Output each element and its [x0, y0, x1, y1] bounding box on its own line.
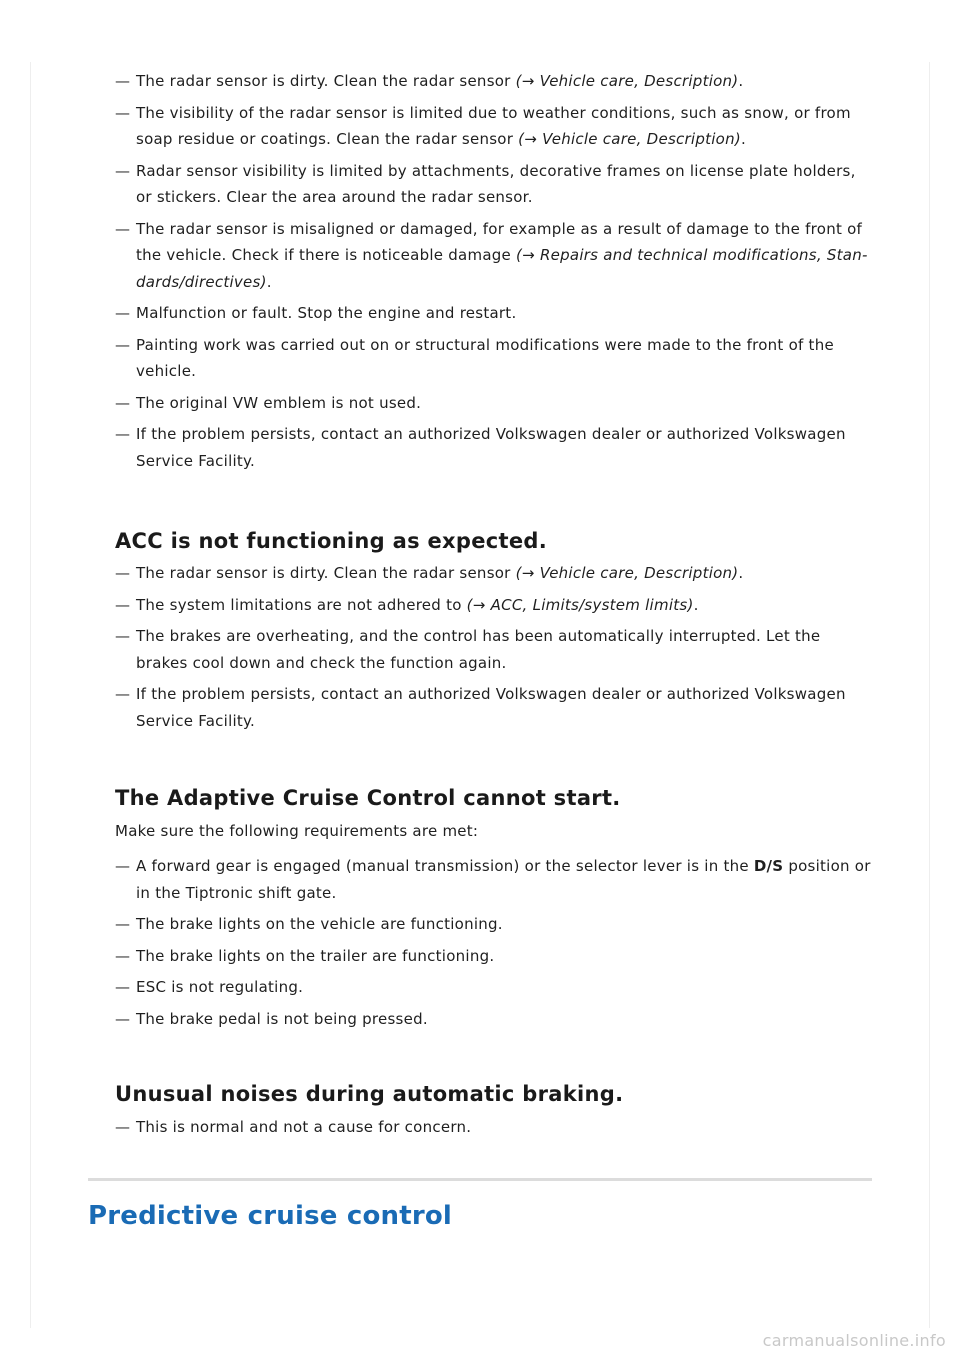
list-item: — This is normal and not a cause for concern.: [115, 1114, 875, 1141]
requirements-list: [115, 853, 875, 1032]
list-item: — ESC is not regulating.: [115, 974, 875, 1001]
acc-causes-section: [115, 560, 875, 739]
watermark: carmanualsonline.info: [762, 1331, 946, 1350]
list-item: — The system limitations are not adhered to (→ ACC, Limits/system limits).: [115, 592, 875, 619]
list-item: — Malfunction or fault. Stop the engine and restart.: [115, 300, 875, 327]
noises-section: [115, 1114, 875, 1146]
unusual-noises-heading: Unusual noises during automatic braking.: [115, 1082, 624, 1106]
list-item: — The radar sensor is dirty. Clean the radar sensor (→ Vehicle care, Description).: [115, 560, 875, 587]
section-divider: [88, 1178, 872, 1181]
list-item: — A forward gear is engaged (manual transmission) or the selector lever is in the D/S position or in the Tiptronic shift gate.: [115, 853, 875, 906]
list-item: — If the problem persists, contact an authorized Volkswagen dealer or authorized Volkswagen Service Facility.: [115, 421, 875, 474]
list-item: — The visibility of the radar sensor is limited due to weather conditions, such as snow, or from soap residue or coatings. Clean the radar sensor (→ Vehicle care, Description).: [115, 100, 875, 153]
predictive-cruise-control-title: Predictive cruise control: [88, 1201, 453, 1231]
list-item: — The brake pedal is not being pressed.: [115, 1006, 875, 1033]
list-item: — The brake lights on the vehicle are functioning.: [115, 911, 875, 938]
cross-reference-link[interactable]: (→ Repairs and technical modifications, Stan-dards/directives): [136, 246, 868, 291]
gear-position-label: D/S: [753, 857, 784, 875]
acc-causes-list: [115, 560, 875, 734]
cross-reference-link[interactable]: (→ Vehicle care, Description): [515, 564, 739, 582]
list-item: — Radar sensor visibility is limited by attachments, decorative frames on license plate holders, or stickers. Clear the area around the radar sensor.: [115, 158, 875, 211]
page-border-right: [929, 62, 930, 1328]
list-item: — The radar sensor is dirty. Clean the radar sensor (→ Vehicle care, Description).: [115, 68, 875, 95]
list-item: — The brakes are overheating, and the control has been automatically interrupted. Let the brakes cool down and check the function again.: [115, 623, 875, 676]
list-item: — If the problem persists, contact an authorized Volkswagen dealer or authorized Volkswagen Service Facility.: [115, 681, 875, 734]
list-item: — Painting work was carried out on or structural modifications were made to the front of the vehicle.: [115, 332, 875, 385]
list-item: — The radar sensor is misaligned or damaged, for example as a result of damage to the front of the vehicle. Check if there is noticeable damage (→ Repairs and technical modifications, Stan-dards/directives).: [115, 216, 875, 296]
requirements-section: [115, 853, 875, 1037]
list-item: — The original VW emblem is not used.: [115, 390, 875, 417]
acc-cannot-start-heading: The Adaptive Cruise Control cannot start.: [115, 786, 621, 810]
cross-reference-link[interactable]: (→ Vehicle care, Description): [515, 72, 739, 90]
radar-causes-section: [115, 68, 875, 479]
requirements-intro: Make sure the following requirements are met:: [115, 822, 479, 840]
page-border-left: [30, 62, 31, 1328]
noises-list: [115, 1114, 875, 1141]
cross-reference-link[interactable]: (→ ACC, Limits/system limits): [466, 595, 694, 614]
acc-not-functioning-heading: ACC is not functioning as expected.: [115, 529, 547, 553]
list-item: — The brake lights on the trailer are functioning.: [115, 943, 875, 970]
radar-causes-list: [115, 68, 875, 474]
cross-reference-link[interactable]: (→ Vehicle care, Description): [518, 130, 741, 148]
